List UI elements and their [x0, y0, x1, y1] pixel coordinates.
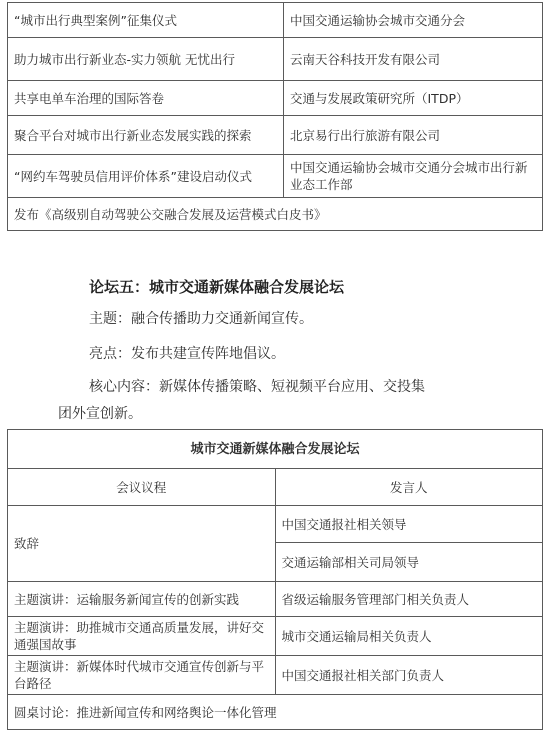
agenda-item: 主题演讲：助推城市交通高质量发展，讲好交通强国故事: [8, 617, 276, 656]
table-row: [8, 38, 543, 81]
table-row: [8, 198, 543, 231]
table-row: [8, 81, 543, 116]
table-footer: 发布《高级别自动驾驶公交融合发展及运营模式白皮书》: [8, 198, 543, 231]
table-title-row: [8, 430, 543, 469]
highlight-text: 亮点：发布共建宣传阵地倡议。: [89, 346, 285, 362]
agenda-item: 助力城市出行新业态-实力领航 无忧出行: [8, 38, 284, 81]
agenda-item: “网约车驾驶员信用评价体系”建设启动仪式: [8, 155, 284, 198]
agenda-item: “城市出行典型案例”征集仪式: [8, 3, 284, 38]
table-row: [8, 582, 543, 617]
table-row: [8, 506, 543, 543]
agenda-item: 聚合平台对城市出行新业态发展实践的探索: [8, 116, 284, 155]
table-row: [8, 155, 543, 198]
presenter: 中国交通运输协会城市交通分会城市出行新业态工作部: [284, 155, 543, 198]
speaker: 中国交通报社相关领导: [275, 506, 543, 543]
agenda-item: 致辞: [8, 506, 276, 582]
speaker: 城市交通运输局相关负责人: [275, 617, 543, 656]
table-row: [8, 3, 543, 38]
column-header: 发言人: [275, 469, 543, 506]
table-header-row: [8, 469, 543, 506]
agenda-item: 主题演讲：运输服务新闻宣传的创新实践: [8, 582, 276, 617]
presenter: 北京易行出行旅游有限公司: [284, 116, 543, 155]
core-content-text-cont: 团外宣创新。: [58, 406, 142, 422]
section-title: 论坛五：城市交通新媒体融合发展论坛: [89, 278, 345, 296]
speaker: 省级运输服务管理部门相关负责人: [275, 582, 543, 617]
table-footer: 圆桌讨论：推进新闻宣传和网络舆论一体化管理: [8, 695, 543, 730]
table-row: [8, 656, 543, 695]
column-header: 会议议程: [8, 469, 276, 506]
agenda-item: 共享电单车治理的国际答卷: [8, 81, 284, 116]
theme-text: 主题：融合传播助力交通新闻宣传。: [89, 311, 313, 327]
agenda-table-2: [7, 429, 543, 730]
agenda-item: 主题演讲：新媒体时代城市交通宣传创新与平台路径: [8, 656, 276, 695]
table-row: [8, 617, 543, 656]
agenda-table-1: [7, 2, 543, 231]
table-row: [8, 695, 543, 730]
speaker: 交通运输部相关司局领导: [275, 543, 543, 582]
speaker: 中国交通报社相关部门负责人: [275, 656, 543, 695]
table-title: 城市交通新媒体融合发展论坛: [8, 430, 543, 469]
presenter: 中国交通运输协会城市交通分会: [284, 3, 543, 38]
presenter: 云南天谷科技开发有限公司: [284, 38, 543, 81]
presenter: 交通与发展政策研究所（ITDP）: [284, 81, 543, 116]
table-row: [8, 116, 543, 155]
core-content-text: 核心内容：新媒体传播策略、短视频平台应用、交投集: [89, 379, 425, 395]
